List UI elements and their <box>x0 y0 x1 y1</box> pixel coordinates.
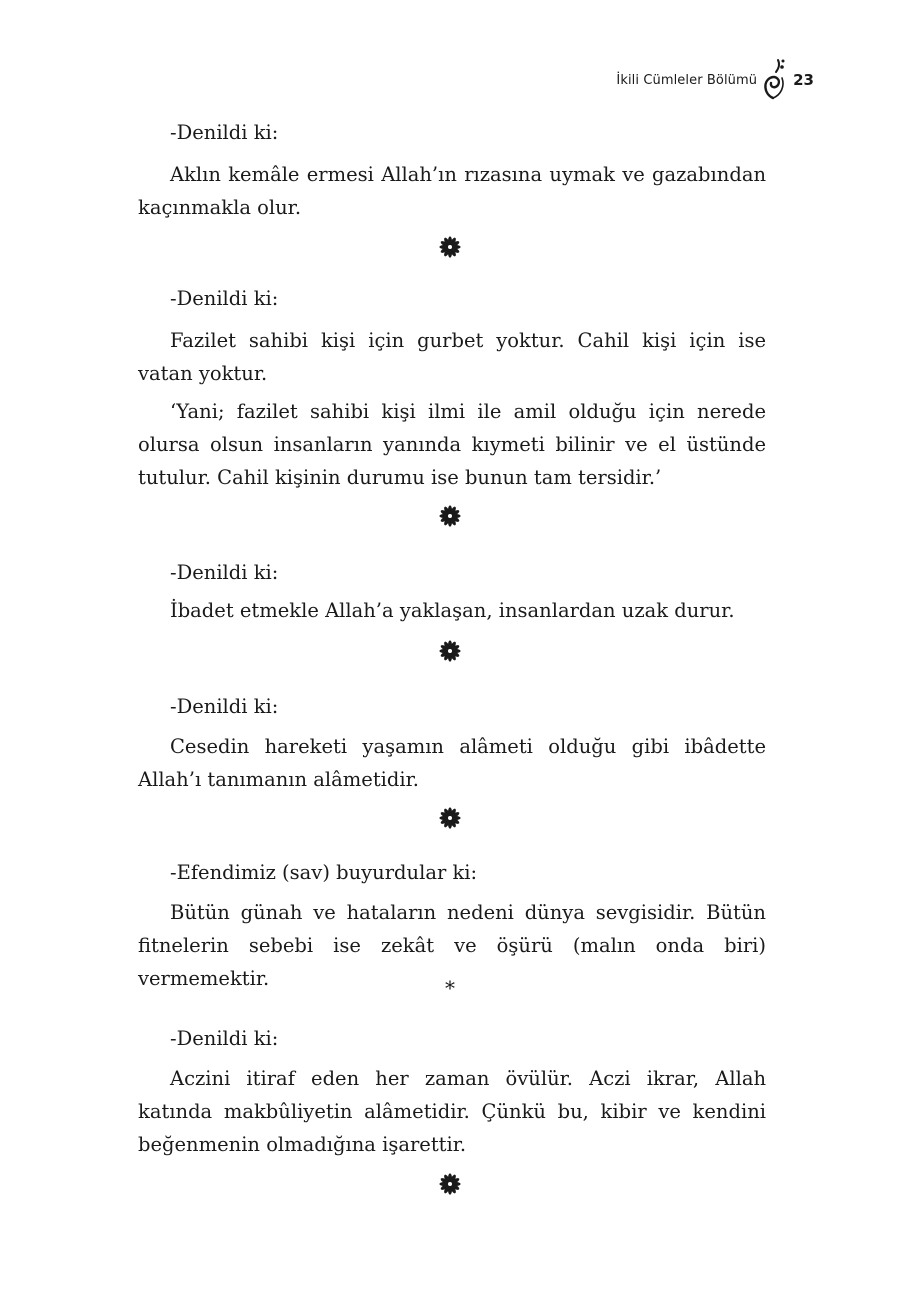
swirl-ornament-icon <box>761 58 787 102</box>
flower-ornament-icon <box>439 236 461 258</box>
entry-intro: -Denildi ki: <box>170 287 279 310</box>
entry-intro: -Denildi ki: <box>170 561 279 584</box>
entry-paragraph: Aklın kemâle ermesi Allah’ın rızasına uymak ve gazabından kaçınmakla olur. <box>138 163 766 219</box>
flower-ornament-icon <box>439 1173 461 1195</box>
flower-ornament-icon <box>439 807 461 829</box>
entry-paragraph: Aczini itiraf eden her zaman övülür. Aczi ikrar, Allah katında makbûliyetin alâmetidir. Çünkü bu, kibir ve kendini beğenmenin olmadığına işarettir. <box>138 1067 766 1156</box>
entry-intro: -Denildi ki: <box>170 121 279 144</box>
flower-ornament-icon <box>439 640 461 662</box>
entry-paragraph: İbadet etmekle Allah’a yaklaşan, insanlardan uzak durur. <box>170 599 735 622</box>
entry-intro: -Denildi ki: <box>170 1027 279 1050</box>
entry-intro: -Denildi ki: <box>170 695 279 718</box>
entry-paragraph: ‘Yani; fazilet sahibi kişi ilmi ile amil olduğu için nerede olursa olsun insanların yanında kıymeti bilinir ve el üstünde tutulur. Cahil kişinin durumu ise bunun tam tersidir.’ <box>138 400 766 489</box>
entry-paragraph: Cesedin hareketi yaşamın alâmeti olduğu gibi ibâdette Allah’ı tanımanın alâmetidir. <box>138 735 766 791</box>
entry-paragraph: Bütün günah ve hataların nedeni dünya sevgisidir. Bütün fitnelerin sebebi ise zekât ve öşürü (malın onda biri) vermemektir. <box>138 901 766 990</box>
section-title: İkili Cümleler Bölümü <box>616 72 758 88</box>
entry-paragraph: Fazilet sahibi kişi için gurbet yoktur. Cahil kişi için ise vatan yoktur. <box>138 329 766 385</box>
entry-intro: -Efendimiz (sav) buyurdular ki: <box>170 861 478 884</box>
running-header <box>616 58 814 102</box>
page-number: 23 <box>793 71 814 89</box>
asterisk-separator: * <box>445 976 455 1000</box>
flower-ornament-icon <box>439 505 461 527</box>
